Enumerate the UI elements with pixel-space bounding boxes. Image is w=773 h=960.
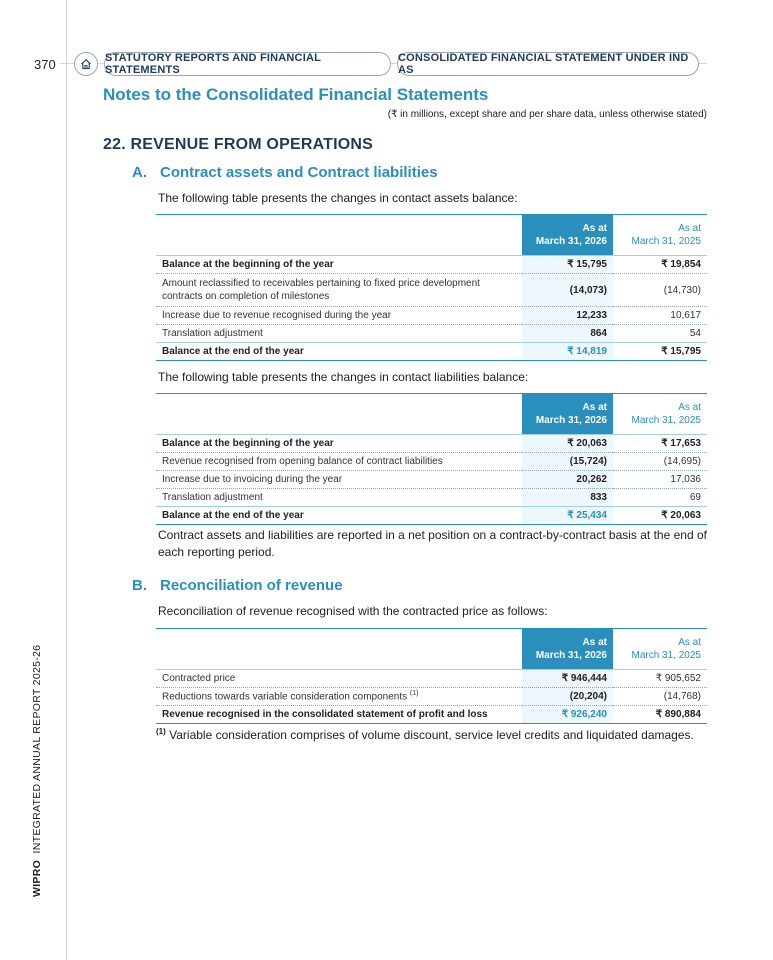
table-row xyxy=(156,670,707,688)
table-row xyxy=(156,343,707,361)
table-cell: Balance at the end of the year xyxy=(162,346,304,357)
table-cell: 69 xyxy=(689,492,701,503)
table-row xyxy=(156,688,707,706)
footnote-ref: (1) xyxy=(409,690,419,698)
contract-assets-table xyxy=(156,214,707,361)
table-cell: ₹ 15,795 xyxy=(522,256,613,274)
home-icon xyxy=(80,58,92,70)
table-row xyxy=(156,453,707,471)
column-header-previous: As at March 31, 2025 xyxy=(631,223,701,247)
table-cell: 833 xyxy=(522,489,613,507)
table-row xyxy=(156,256,707,274)
table-cell: ₹ 20,063 xyxy=(522,435,613,453)
page-title: Notes to the Consolidated Financial Statements xyxy=(103,85,489,104)
footnote: $^{(1)}$ Variable consideration comprises of volume discount, service level credits and liquidated damages. xyxy=(156,727,694,742)
table-cell: 12,233 xyxy=(522,307,613,325)
table-cell: ₹ 926,240 xyxy=(522,706,613,724)
table-cell: ₹ 20,063 xyxy=(661,510,701,521)
column-header-current: As at March 31, 2026 xyxy=(522,394,613,435)
table-cell: (20,204) xyxy=(522,688,613,706)
table-cell: ₹ 17,653 xyxy=(661,438,701,449)
revenue-reconciliation-table xyxy=(156,628,707,724)
table-cell: Revenue recognised in the consolidated statement of profit and loss xyxy=(162,709,488,720)
table-cell: ₹ 19,854 xyxy=(661,259,701,270)
table-cell: (14,695) xyxy=(663,456,701,467)
breadcrumb-section[interactable]: STATUTORY REPORTS AND FINANCIAL STATEMENTS xyxy=(104,52,391,76)
subsection-a-heading: A. Contract assets and Contract liabilities xyxy=(132,164,438,181)
section-title: 22. REVENUE FROM OPERATIONS xyxy=(103,136,374,153)
table-cell: 54 xyxy=(689,328,701,339)
table-cell: Balance at the beginning of the year xyxy=(162,259,334,270)
home-button[interactable] xyxy=(74,52,98,76)
table-header-cell xyxy=(156,394,522,435)
units-note: (₹ in millions, except share and per share data, unless otherwise stated) xyxy=(387,109,707,120)
table-header-cell xyxy=(156,629,522,670)
table-row xyxy=(156,307,707,325)
table-row xyxy=(156,274,707,307)
table-cell: Reductions towards variable consideration components $^{(1)}$ xyxy=(162,690,419,703)
table-cell: Amount reclassified to receivables pertaining to fixed price development contracts on completion of milestones xyxy=(162,278,480,302)
column-header-previous: As at March 31, 2025 xyxy=(631,637,701,661)
table-cell: Increase due to invoicing during the year xyxy=(162,474,343,485)
breadcrumb-subsection[interactable]: CONSOLIDATED FINANCIAL STATEMENT UNDER IND AS xyxy=(397,52,699,76)
sidebar-divider xyxy=(66,0,67,960)
table-row xyxy=(156,507,707,525)
table-cell: Translation adjustment xyxy=(162,492,263,503)
table-cell: 17,036 xyxy=(670,474,701,485)
table-row xyxy=(156,471,707,489)
table-cell: Contracted price xyxy=(162,673,236,684)
contract-liabilities-table xyxy=(156,393,707,525)
reconciliation-intro: Reconciliation of revenue recognised with the contracted price as follows: xyxy=(158,604,548,618)
table-row xyxy=(156,489,707,507)
table-cell: ₹ 946,444 xyxy=(522,670,613,688)
table-cell: 20,262 xyxy=(522,471,613,489)
table-row xyxy=(156,435,707,453)
table-cell: (14,073) xyxy=(522,274,613,307)
table-cell: Revenue recognised from opening balance of contract liabilities xyxy=(162,456,443,467)
table-cell: (14,730) xyxy=(663,284,701,296)
table-cell: ₹ 905,652 xyxy=(655,673,701,684)
assets-intro: The following table presents the changes in contact assets balance: xyxy=(158,191,518,205)
table-cell: Increase due to revenue recognised during the year xyxy=(162,310,392,321)
net-position-note: Contract assets and liabilities are reported in a net position on a contract-by-contract basis at the end of each reporting period. xyxy=(158,528,707,559)
table-cell: 10,617 xyxy=(670,310,701,321)
table-cell: Balance at the end of the year xyxy=(162,510,304,521)
table-cell: ₹ 890,884 xyxy=(655,709,701,720)
table-cell: (15,724) xyxy=(522,453,613,471)
table-row xyxy=(156,325,707,343)
column-header-previous: As at March 31, 2025 xyxy=(631,402,701,426)
table-header-cell xyxy=(156,215,522,256)
table-cell: ₹ 15,795 xyxy=(661,346,701,357)
column-header-current: As at March 31, 2026 xyxy=(522,215,613,256)
table-cell: (14,768) xyxy=(663,691,701,702)
table-cell: Balance at the beginning of the year xyxy=(162,438,334,449)
liabilities-intro: The following table presents the changes in contact liabilities balance: xyxy=(158,370,529,384)
table-cell: ₹ 14,819 xyxy=(522,343,613,361)
table-cell: 864 xyxy=(522,325,613,343)
page-number: 370 xyxy=(34,57,56,72)
report-label: WIPRO INTEGRATED ANNUAL REPORT 2025-26 xyxy=(31,644,43,897)
table-row xyxy=(156,706,707,724)
column-header-current: As at March 31, 2026 xyxy=(522,629,613,670)
table-cell: ₹ 25,434 xyxy=(522,507,613,525)
table-cell: Translation adjustment xyxy=(162,328,263,339)
subsection-b-heading: B. Reconciliation of revenue xyxy=(132,577,343,594)
